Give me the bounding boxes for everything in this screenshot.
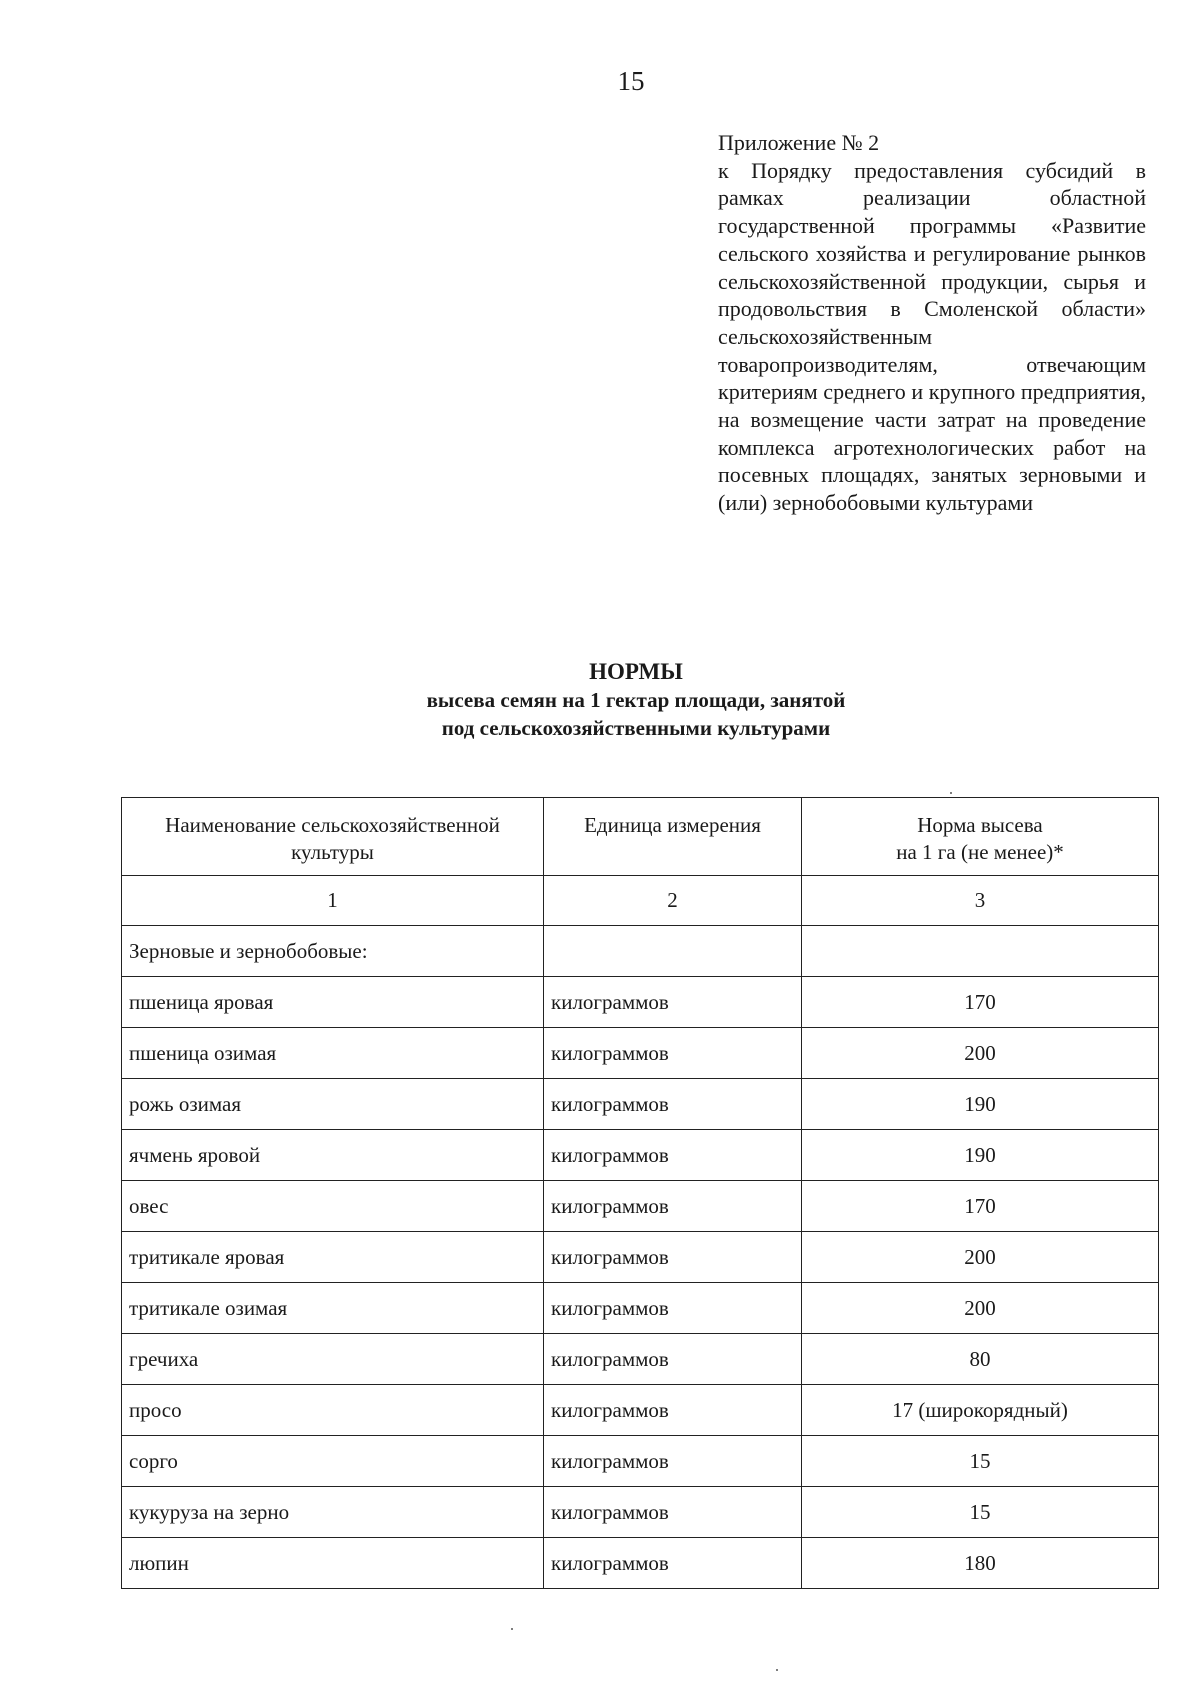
unit: килограммов (544, 977, 802, 1028)
norm-value: 15 (802, 1487, 1159, 1538)
scan-speck (950, 792, 952, 794)
page-number: 15 (617, 66, 645, 96)
scan-speck (776, 1669, 778, 1671)
appendix-block (718, 129, 1146, 517)
header-norm-line-1: Норма высева (917, 813, 1043, 837)
norm-value: 200 (802, 1028, 1159, 1079)
table-row (122, 1538, 1159, 1589)
section-row (122, 926, 1159, 977)
norm-value: 170 (802, 977, 1159, 1028)
heading-subtitle-line-2: под сельскохозяйственными культурами (441, 716, 831, 740)
column-number-2: 2 (544, 876, 802, 926)
column-number-row (122, 876, 1159, 926)
appendix-title: Приложение № 2 (718, 130, 880, 155)
empty-cell (802, 926, 1159, 977)
document-heading (0, 658, 1200, 742)
header-norm (802, 798, 1159, 876)
unit: килограммов (544, 1181, 802, 1232)
table-row (122, 1079, 1159, 1130)
norm-value: 15 (802, 1436, 1159, 1487)
crop-name: гречиха (122, 1334, 544, 1385)
unit: килограммов (544, 1385, 802, 1436)
seeding-norms-table (121, 797, 1159, 1589)
section-label: Зерновые и зернобобовые: (122, 926, 544, 977)
table-row (122, 977, 1159, 1028)
table-row (122, 1232, 1159, 1283)
table-row (122, 1334, 1159, 1385)
norm-value: 80 (802, 1334, 1159, 1385)
table-row (122, 1436, 1159, 1487)
column-number-3: 3 (802, 876, 1159, 926)
unit: килограммов (544, 1334, 802, 1385)
header-crop-name: Наименование сельскохозяйственной культуры (122, 798, 544, 876)
table-row (122, 1487, 1159, 1538)
unit: килограммов (544, 1538, 802, 1589)
unit: килограммов (544, 1283, 802, 1334)
table-row (122, 1385, 1159, 1436)
unit: килограммов (544, 1130, 802, 1181)
unit: килограммов (544, 1487, 802, 1538)
crop-name: рожь озимая (122, 1079, 544, 1130)
table-row (122, 1181, 1159, 1232)
column-number-1: 1 (122, 876, 544, 926)
header-unit: Единица измерения (544, 798, 802, 876)
norm-value: 200 (802, 1283, 1159, 1334)
crop-name: просо (122, 1385, 544, 1436)
crop-name: сорго (122, 1436, 544, 1487)
norm-value: 180 (802, 1538, 1159, 1589)
crop-name: овес (122, 1181, 544, 1232)
unit: килограммов (544, 1079, 802, 1130)
crop-name: тритикале яровая (122, 1232, 544, 1283)
norm-value: 200 (802, 1232, 1159, 1283)
heading-title: НОРМЫ (589, 659, 683, 684)
header-norm-line-2: на 1 га (не менее)* (896, 840, 1064, 864)
norm-value: 170 (802, 1181, 1159, 1232)
norm-value: 17 (широкорядный) (802, 1385, 1159, 1436)
table-header-row (122, 798, 1159, 876)
crop-name: пшеница озимая (122, 1028, 544, 1079)
crop-name: тритикале озимая (122, 1283, 544, 1334)
table-row (122, 1130, 1159, 1181)
crop-name: ячмень яровой (122, 1130, 544, 1181)
table-row (122, 1283, 1159, 1334)
table-row (122, 1028, 1159, 1079)
crop-name: пшеница яровая (122, 977, 544, 1028)
norm-value: 190 (802, 1130, 1159, 1181)
appendix-body: к Порядку предоставления субсидий в рамках реализации областной государственной программы «Развитие сельского хозяйства и регулирование рынков сельскохозяйственной продукции, сырья и продовольствия в Смоленской области» сельскохозяйственным товаропроизводителям, отвечающим критериям среднего и крупного предприятия, на возмещение части затрат на проведение комплекса агротехнологических работ на посевных площадях, занятых зерновыми и (или) зернобобовыми культурами (718, 157, 1146, 516)
unit: килограммов (544, 1232, 802, 1283)
empty-cell (544, 926, 802, 977)
crop-name: кукуруза на зерно (122, 1487, 544, 1538)
heading-subtitle-line-1: высева семян на 1 гектар площади, занятой (426, 688, 846, 712)
norm-value: 190 (802, 1079, 1159, 1130)
scan-speck (511, 1628, 513, 1630)
crop-name: люпин (122, 1538, 544, 1589)
unit: килограммов (544, 1436, 802, 1487)
unit: килограммов (544, 1028, 802, 1079)
